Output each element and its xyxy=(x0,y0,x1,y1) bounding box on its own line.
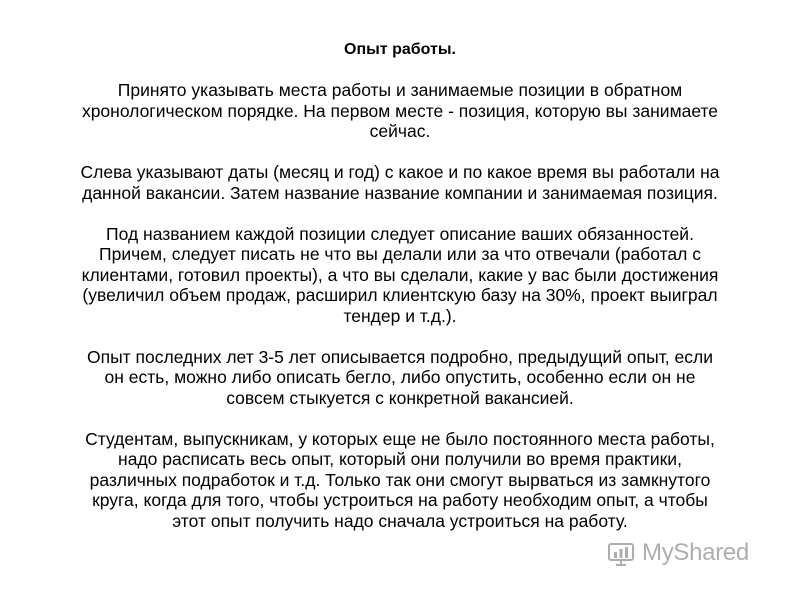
text-line: (увеличил объем продаж, расширил клиентскую базу на 30%, проект выиграл xyxy=(82,285,718,305)
text-line: Слева указывают даты (месяц и год) с какое и по какое время вы работали на xyxy=(80,162,720,182)
text-line: совсем стыкуется с конкретной вакансией. xyxy=(226,387,574,408)
text-line: надо расписать весь опыт, который они получили во время практики, xyxy=(118,449,682,469)
watermark-text: MyShared xyxy=(642,539,749,566)
text-line: Принято указывать места работы и занимаемые позиции в обратном xyxy=(117,80,683,100)
text-line: различных подработок и т.д. Только так они смогут вырваться из замкнутого xyxy=(89,469,711,490)
text-line: он есть, можно либо описать бегло, либо опустить, особенно если он не xyxy=(104,367,696,387)
text-line: Под названием каждой позиции следует описание ваших обязанностей. xyxy=(106,223,694,244)
paragraph-1 xyxy=(36,80,764,142)
myshared-logo-icon xyxy=(606,538,636,568)
slide-body xyxy=(36,80,764,552)
text-line: Опыт последних лет 3-5 лет описывается подробно, предыдущий опыт, если xyxy=(87,346,713,367)
text-line: хронологическом порядке. На первом месте - позиция, которую вы занимаете xyxy=(81,100,719,121)
paragraph-2 xyxy=(36,162,764,203)
text-line: этот опыт получить надо сначала устроиться на работу. xyxy=(172,510,628,531)
text-line: данной вакансии. Затем название название компании и занимаемая позиция. xyxy=(82,182,718,203)
paragraph-4 xyxy=(36,347,764,409)
text-line: сейчас. xyxy=(369,121,431,141)
text-line: тендер и т.д.). xyxy=(343,305,457,326)
paragraph-5 xyxy=(36,429,764,532)
slide-title: Опыт работы. xyxy=(344,41,456,58)
myshared-watermark xyxy=(606,538,749,568)
text-line: клиентами, готовил проекты), а что вы сделали, какие у вас были достижения xyxy=(81,264,719,285)
paragraph-3 xyxy=(36,224,764,327)
text-line: круга, когда для того, чтобы устроиться на работу необходим опыт, а чтобы xyxy=(92,490,708,510)
text-line: Студентам, выпускникам, у которых еще не было постоянного места работы, xyxy=(85,428,715,449)
text-line: Причем, следует писать не что вы делали или за что отвечали (работал с xyxy=(99,244,701,264)
